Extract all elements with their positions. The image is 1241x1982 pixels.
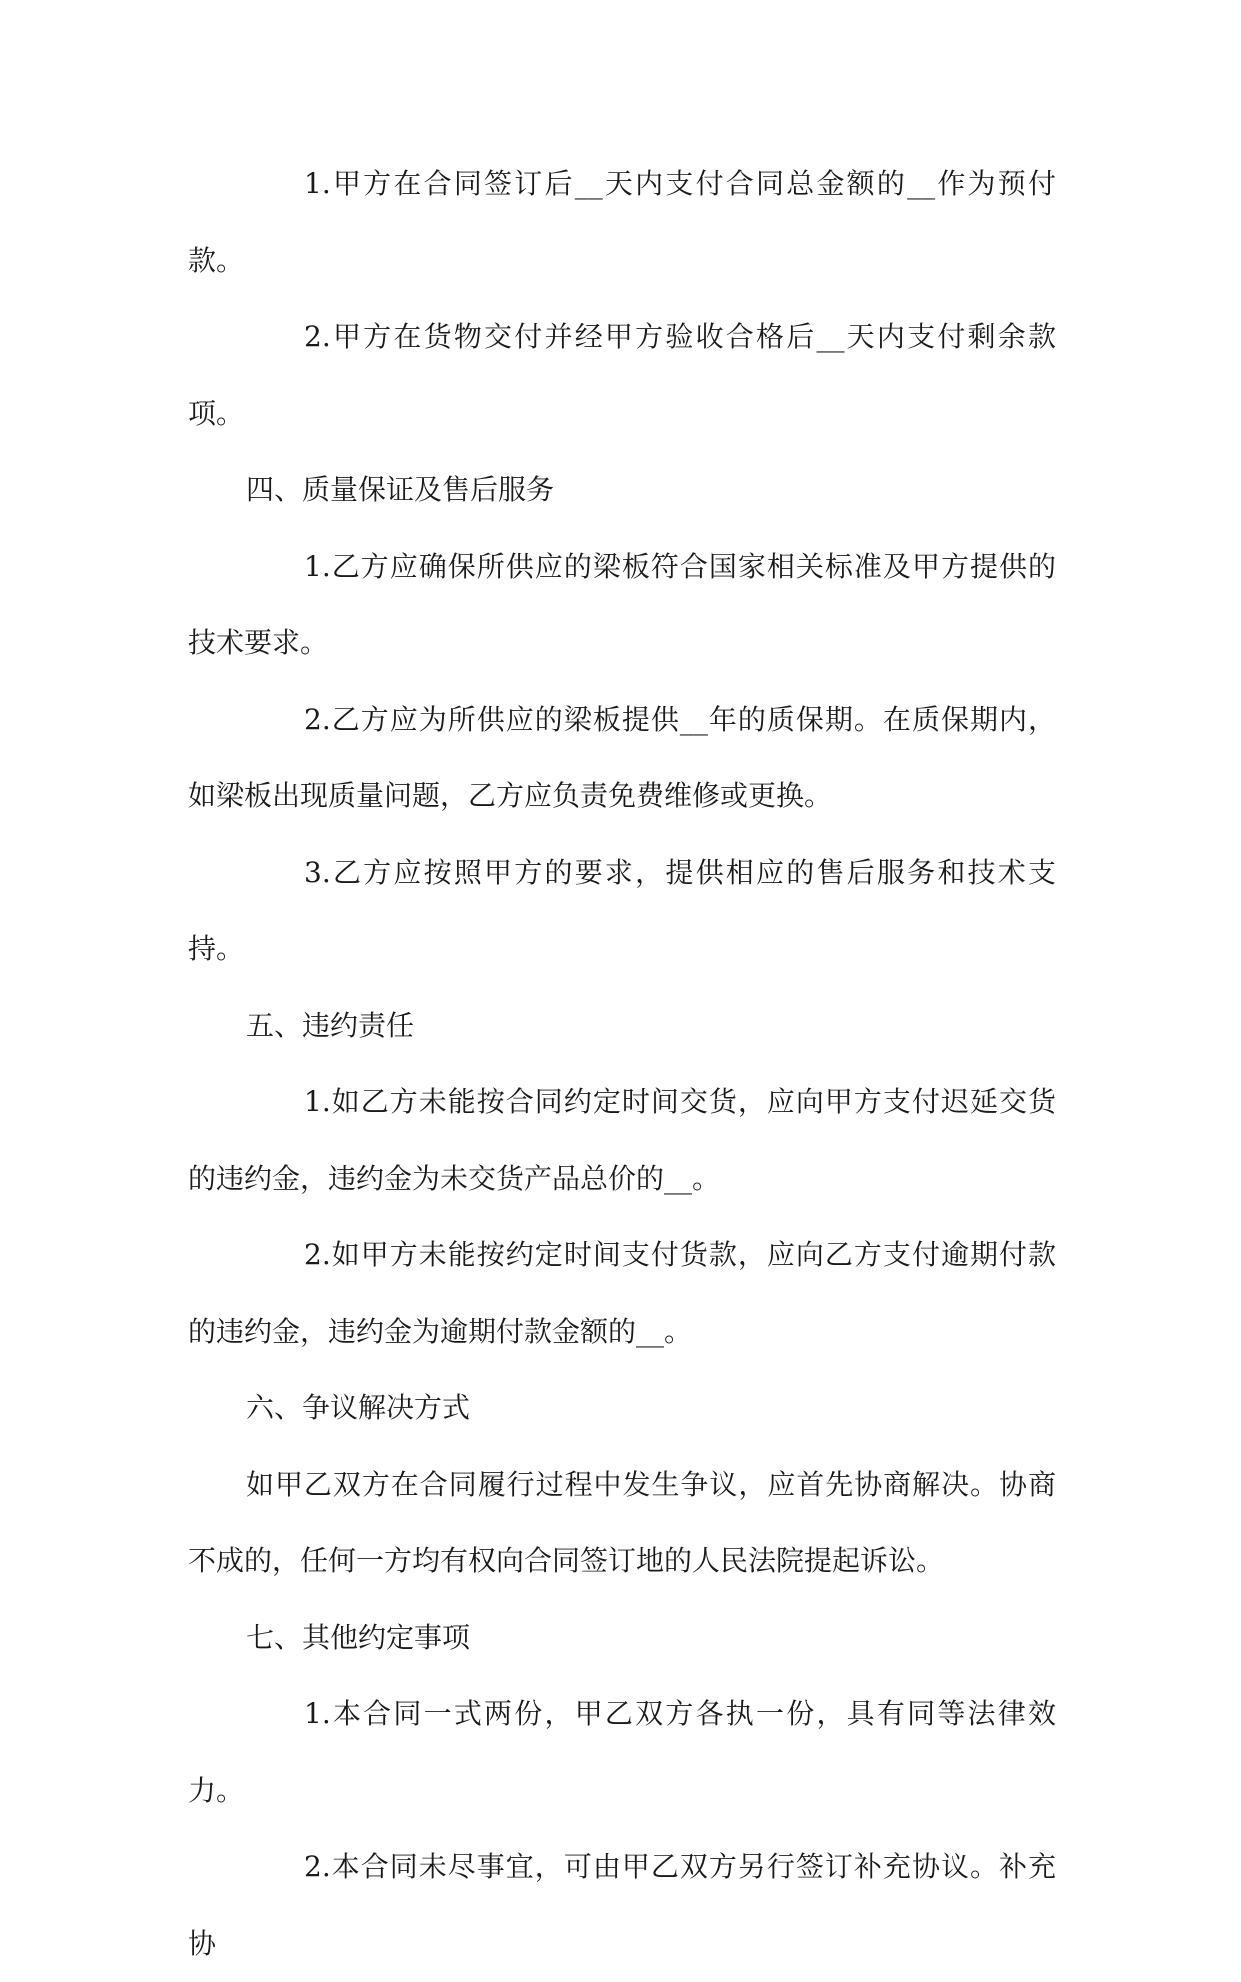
clause-number: 2. [304, 702, 331, 736]
clause-text: 如甲方未能按约定时间支付货款，应向乙方支付逾期付款的违约金，违约金为逾期付款金额的__。 [188, 1238, 1056, 1348]
clause-text: 甲方在合同签订后__天内支付合同总金额的__作为预付款。 [188, 167, 1056, 277]
clause-number: 2. [304, 1850, 331, 1883]
clause-number: 2. [304, 1238, 331, 1271]
payment-clause-2 [188, 299, 1056, 452]
section-heading-other [188, 1600, 1056, 1677]
clause-text: 本合同未尽事宜，可由甲乙双方另行签订补充协议。补充协 [188, 1850, 1056, 1960]
clause-text: 本合同一式两份，甲乙双方各执一份，具有同等法律效力。 [188, 1697, 1056, 1807]
clause-text: 甲方在货物交付并经甲方验收合格后__天内支付剩余款项。 [188, 320, 1056, 430]
section-heading-text: 七、其他约定事项 [246, 1620, 471, 1654]
dispute-clause [188, 1447, 1056, 1600]
section-heading-text: 六、争议解决方式 [246, 1391, 471, 1424]
clause-number: 1. [304, 167, 331, 200]
quality-clause-1 [188, 529, 1056, 682]
other-clause-1 [188, 1676, 1056, 1829]
other-clause-2 [188, 1829, 1056, 1982]
clause-text: 乙方应确保所供应的梁板符合国家相关标准及甲方提供的技术要求。 [188, 549, 1056, 659]
document-body [188, 146, 1056, 1982]
clause-text: 如甲乙双方在合同履行过程中发生争议，应首先协商解决。协商不成的，任何一方均有权向合同签订地的人民法院提起诉讼。 [188, 1467, 1056, 1577]
section-heading-liability [188, 988, 1056, 1065]
payment-clause-1 [188, 146, 1056, 299]
clause-number: 3. [304, 855, 331, 889]
clause-number: 1. [304, 549, 331, 583]
liability-clause-1 [188, 1064, 1056, 1217]
clause-text: 乙方应按照甲方的要求，提供相应的售后服务和技术支持。 [188, 855, 1056, 965]
quality-clause-3 [188, 835, 1056, 988]
quality-clause-2 [188, 682, 1056, 835]
section-heading-dispute [188, 1370, 1056, 1447]
clause-number: 2. [304, 320, 331, 353]
section-heading-text: 四、质量保证及售后服务 [246, 473, 555, 506]
clause-number: 1. [304, 1085, 331, 1118]
clause-text: 如乙方未能按合同约定时间交货，应向甲方支付迟延交货的违约金，违约金为未交货产品总价的__。 [188, 1085, 1056, 1195]
section-heading-quality [188, 452, 1056, 529]
clause-number: 1. [304, 1697, 331, 1730]
clause-text: 乙方应为所供应的梁板提供__年的质保期。在质保期内，如梁板出现质量问题，乙方应负责免费维修或更换。 [188, 702, 1056, 812]
section-heading-text: 五、违约责任 [246, 1008, 415, 1042]
liability-clause-2 [188, 1217, 1056, 1370]
